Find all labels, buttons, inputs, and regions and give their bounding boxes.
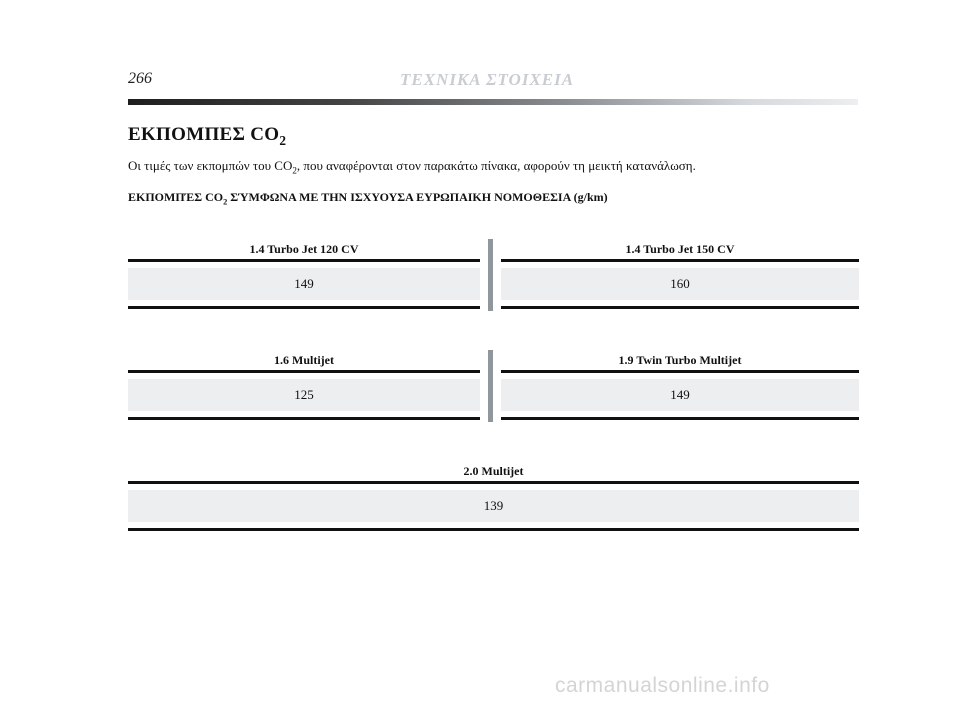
rule-top <box>128 259 480 262</box>
emission-value: 139 <box>128 490 859 522</box>
emission-value: 149 <box>501 379 859 411</box>
rule-bottom <box>128 528 859 531</box>
engine-label: 1.4 Turbo Jet 150 CV <box>625 242 735 256</box>
subheading-after: ΣΎΜΦΩΝΑ ΜΕ ΤΗΝ ΙΣΧΥΟΥΣΑ ΕΥΡΩΠΑΙΚΗ ΝΟΜΟΘΕΣΙΑ (g/km) <box>227 190 608 204</box>
intro-text-after: , που αναφέρονται στον παρακάτω πίνακα, αφορούν τη μεικτή κατανάλωση. <box>296 158 696 173</box>
rule-top <box>128 481 859 484</box>
rule-top <box>501 370 859 373</box>
page-heading <box>128 124 286 149</box>
heading-text: ΕΚΠΟΜΠΕΣ CO <box>128 124 280 145</box>
emissions-table-1 <box>128 239 859 311</box>
engine-label: 2.0 Multijet <box>463 464 524 478</box>
emissions-cell <box>128 239 480 309</box>
column-divider <box>488 239 493 311</box>
emissions-cell <box>501 350 859 420</box>
rule-bottom <box>501 306 859 309</box>
watermark: carmanualsonline.info <box>555 674 770 697</box>
column-divider <box>488 350 493 422</box>
emission-value: 125 <box>128 379 480 411</box>
rule-bottom <box>501 417 859 420</box>
intro-text-before: Οι τιμές των εκπομπών του CO <box>128 158 293 173</box>
intro-subscript: 2 <box>292 165 297 176</box>
emissions-cell <box>501 239 859 309</box>
heading-subscript: 2 <box>279 132 287 148</box>
engine-label: 1.6 Multijet <box>274 353 334 367</box>
page-number: 266 <box>128 70 152 87</box>
emissions-table-3 <box>128 461 859 533</box>
emission-value: 149 <box>128 268 480 300</box>
rule-bottom <box>128 306 480 309</box>
engine-label: 1.4 Turbo Jet 120 CV <box>249 242 359 256</box>
rule-top <box>128 370 480 373</box>
emissions-table-2 <box>128 350 859 422</box>
engine-label: 1.9 Twin Turbo Multijet <box>618 353 742 367</box>
section-title: ΤΕΧΝΙΚΑ ΣΤΟΙΧΕΙΑ <box>400 70 575 89</box>
emission-value: 160 <box>501 268 859 300</box>
rule-top <box>501 259 859 262</box>
table-subheading <box>128 190 608 206</box>
header-rule <box>128 99 858 105</box>
emissions-cell <box>128 461 859 531</box>
intro-text <box>128 158 696 176</box>
subheading-before: ΕΚΠΟΜΠΈΣ CO <box>128 190 224 204</box>
subheading-subscript: 2 <box>223 197 228 207</box>
emissions-cell <box>128 350 480 420</box>
rule-bottom <box>128 417 480 420</box>
